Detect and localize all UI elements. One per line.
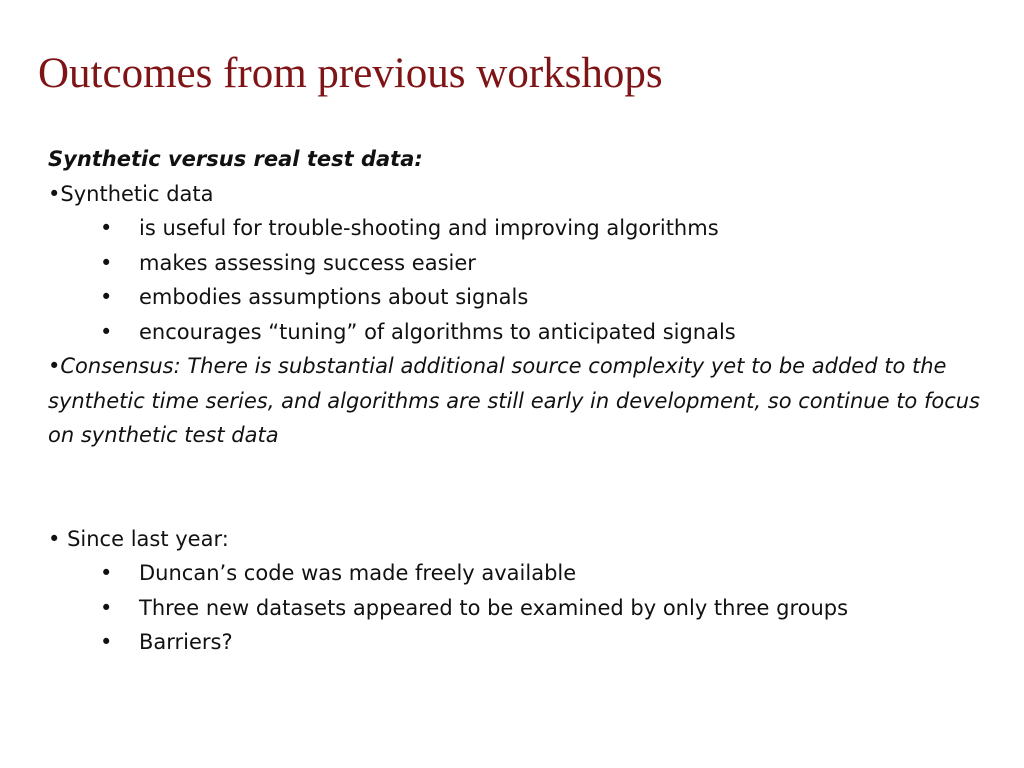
bullet-marker: • — [100, 595, 113, 620]
slide-title: Outcomes from previous workshops — [38, 50, 663, 97]
bullet-label: Synthetic data — [60, 181, 214, 206]
bullet-label: Since last year: — [67, 526, 229, 551]
sub-bullet-text: is useful for trouble-shooting and improving algorithms — [139, 216, 719, 240]
sub-bullet-item — [48, 556, 988, 591]
sub-bullet-item — [48, 625, 988, 660]
sub-bullet-text: Three new datasets appeared to be examined by only three groups — [139, 595, 849, 620]
bullet-marker: • — [48, 354, 61, 378]
sub-bullet-text: Barriers? — [139, 630, 233, 654]
bullet-marker: • — [100, 630, 113, 654]
bullet-synthetic-data — [48, 177, 988, 212]
slide-body — [48, 142, 988, 660]
sub-bullet-item — [48, 591, 988, 626]
sub-bullet-item — [48, 211, 988, 246]
spacer — [48, 453, 988, 522]
sub-bullet-item — [48, 280, 988, 315]
consensus-text: Consensus: There is substantial additional source complexity yet to be added to the synthetic time series, and algorithms are still early in development, so continue to focus on synthetic test data — [48, 354, 980, 447]
bullet-since-last-year — [48, 522, 988, 557]
sub-bullet-item — [48, 315, 988, 350]
bullet-marker: • — [100, 250, 113, 275]
section-heading: Synthetic versus real test data: — [48, 147, 423, 171]
bullet-marker: • — [100, 319, 113, 344]
bullet-marker: • — [48, 526, 61, 551]
bullet-marker: • — [100, 285, 113, 309]
bullet-marker: • — [100, 216, 113, 240]
sub-bullet-text: embodies assumptions about signals — [139, 285, 529, 309]
sub-bullet-text: makes assessing success easier — [139, 250, 476, 275]
sub-bullet-text: Duncan’s code was made freely available — [139, 561, 577, 585]
bullet-marker: • — [48, 181, 61, 206]
bullet-marker: • — [100, 561, 113, 585]
sub-bullet-item — [48, 246, 988, 281]
bullet-consensus — [48, 349, 988, 453]
sub-bullet-text: encourages “tuning” of algorithms to anticipated signals — [139, 319, 736, 344]
